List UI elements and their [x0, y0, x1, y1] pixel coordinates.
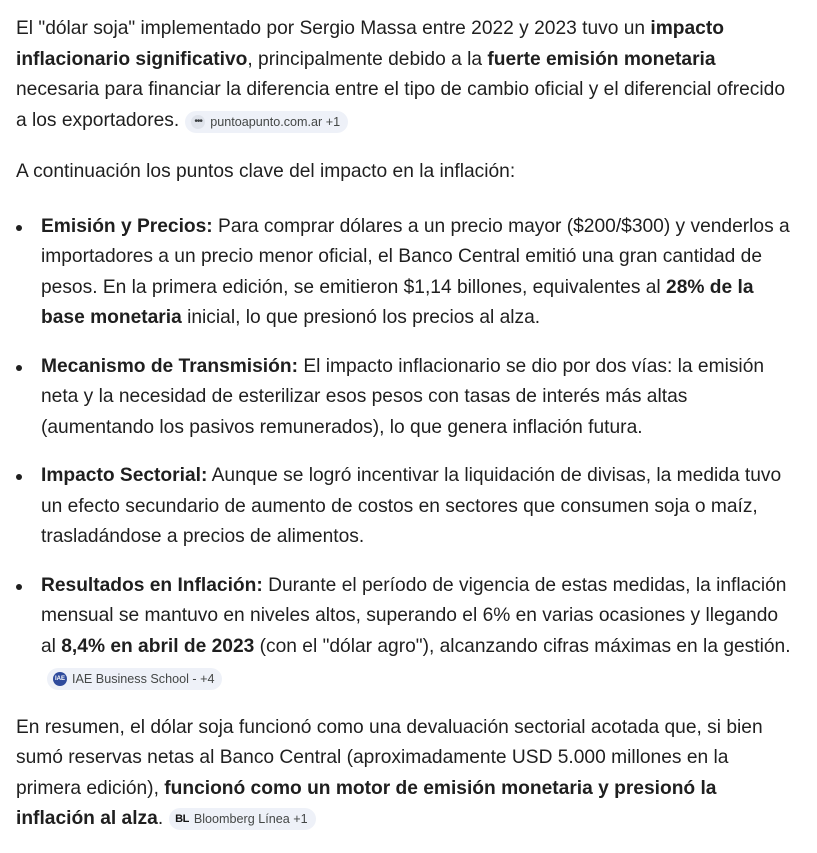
- point-text-2: (con el "dólar agro"), alcanzando cifras máximas en la gestión.: [254, 635, 791, 657]
- source-chip-label: Bloomberg Línea +1: [193, 812, 308, 826]
- source-chip-puntoapunto[interactable]: [185, 111, 348, 133]
- summary-text-1: En resumen, el dólar soja funcionó como una devaluación sectorial acotada que, si bien sumó reservas netas al Banco Central (aproximadamente USD 5.000 millones en la primera edición),: [16, 716, 763, 799]
- point-title: Mecanismo de Transmisión:: [41, 355, 298, 377]
- source-chip-label: puntoapunto.com.ar +1: [210, 114, 341, 129]
- point-text: Para comprar dólares a un precio mayor ($200/$300) y venderlos a importadores a un precio menor oficial, el Banco Central emitió una gran cantidad de pesos. En la primera edición, se emitieron $1,14 billones, equivalentes al: [41, 215, 790, 298]
- list-item: [16, 212, 797, 334]
- list-item: [16, 571, 797, 693]
- point-title: Resultados en Inflación:: [41, 574, 263, 596]
- link-dots-icon: •••: [191, 115, 205, 129]
- source-chip-iae[interactable]: [47, 668, 222, 690]
- summary-paragraph: [16, 713, 797, 835]
- point-text: Durante el período de vigencia de estas medidas, la inflación mensual se mantuvo en niveles altos, superando el 6% en varias ocasiones y llegando al: [41, 574, 787, 657]
- intro-text-2: , principalmente debido a la: [247, 48, 488, 70]
- point-text: Aunque se logró incentivar la liquidación de divisas, la medida tuvo un efecto secundario de aumento de costos en sectores que consumen soja o maíz, trasladándose a precios de alimentos.: [41, 465, 782, 547]
- bloomberg-linea-logo-icon: BL: [175, 813, 189, 825]
- intro-bold-1: impacto inflacionario significativo: [16, 18, 724, 70]
- intro-text-3: necesaria para financiar la diferencia entre el tipo de cambio oficial y el diferencial ofrecido a los exportadores.: [16, 79, 785, 131]
- point-title: Emisión y Precios:: [41, 215, 213, 237]
- intro-bold-2: fuerte emisión monetaria: [487, 48, 716, 70]
- bullet-dot: [16, 474, 22, 480]
- iae-logo-icon: IAE: [53, 672, 67, 686]
- source-chip-bloomberg[interactable]: [169, 808, 315, 830]
- lead-paragraph: A continuación los puntos clave del impacto en la inflación:: [16, 161, 516, 182]
- intro-paragraph: [16, 14, 797, 136]
- bullet-dot: [16, 225, 22, 231]
- point-title: Impacto Sectorial:: [41, 465, 208, 486]
- summary-bold: funcionó como un motor de emisión monetaria y presionó la inflación al alza: [16, 777, 717, 829]
- bullet-dot: [16, 365, 22, 371]
- point-bold: 28% de la base monetaria: [41, 276, 754, 328]
- point-text-2: inicial, lo que presionó los precios al alza.: [181, 307, 541, 328]
- key-points-list: [16, 212, 797, 693]
- source-chip-label: IAE Business School - +4: [72, 672, 215, 686]
- list-item: [16, 461, 797, 553]
- point-bold: 8,4% en abril de 2023: [61, 635, 255, 657]
- bullet-dot: [16, 584, 22, 590]
- point-text: El impacto inflacionario se dio por dos vías: la emisión neta y la necesidad de esterilizar esos pesos con tasas de interés más altas (aumentando los pasivos remunerados), lo que genera inflación futura.: [41, 355, 765, 438]
- intro-text-1: El "dólar soja" implementado por Sergio Massa entre 2022 y 2023 tuvo un: [16, 18, 651, 39]
- summary-text-2: .: [157, 808, 164, 829]
- list-item: [16, 352, 797, 444]
